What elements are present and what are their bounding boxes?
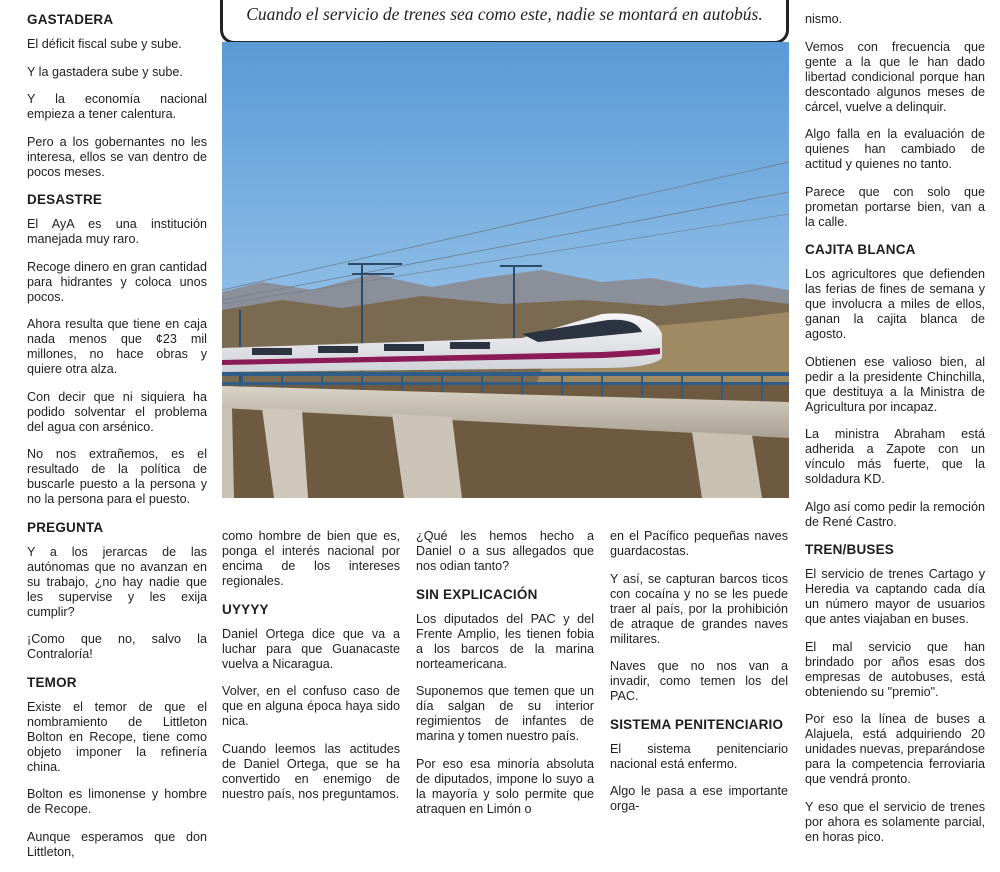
column-3 [416, 529, 594, 829]
paragraph: Ahora resulta que tiene en caja nada menos que ¢23 mil millones, no hace obras y quiere otra alza. [27, 317, 207, 376]
paragraph: Y la gastadera sube y sube. [27, 64, 183, 79]
paragraph: Con decir que ni siquiera ha podido solventar el problema del agua con arsénico. [27, 389, 207, 434]
paragraph: La ministra Abraham está adherida a Zapote con un vínculo más fuerte, que la soldadura KD. [805, 427, 985, 486]
section-heading-pregunta: PREGUNTA [27, 519, 104, 535]
paragraph: Volver, en el confuso caso de que en alguna época haya sido nica. [222, 684, 400, 728]
paragraph: Existe el temor de que el nombramiento de Littleton Bolton en Recope, tiene como objeto imponer la refinería china. [27, 699, 207, 774]
paragraph: El mal servicio que han brindado por años esas dos empresas de autobuses, está obteniendo su "premio". [805, 639, 985, 699]
paragraph: El déficit fiscal sube y sube. [27, 37, 182, 51]
paragraph: Recoge dinero en gran cantidad para hidrantes y coloca unos pocos. [27, 259, 207, 304]
paragraph: Vemos con frecuencia que gente a la que le han dado libertad condicional porque han descontado algunos meses de cárcel, vuelve a delinquir. [805, 39, 985, 114]
paragraph: Cuando leemos las actitudes de Daniel Ortega, que se ha convertido en enemigo de nuestro país, nos preguntamos. [222, 741, 400, 801]
paragraph: Parece que con solo que prometan portarse bien, van a la calle. [805, 184, 985, 229]
section-heading-temor: TEMOR [27, 674, 77, 690]
section-heading-desastre: DESASTRE [27, 192, 103, 207]
paragraph: El AyA es una institución manejada muy raro. [27, 217, 207, 246]
paragraph: Por eso la línea de buses a Alajuela, está adquiriendo 20 unidades nuevas, preparándose para la competencia ferroviaria que vendrá pronto. [805, 712, 985, 786]
paragraph: Naves que no nos van a invadir, como temen los del PAC. [610, 659, 788, 703]
column-5 [805, 12, 985, 857]
paragraph: Por eso esa minoría absoluta de diputados, impone lo suyo a la mayoría y solo permite que atraquen en Limón o [416, 756, 594, 816]
paragraph: Obtienen ese valioso bien, al pedir a la presidente Chinchilla, que destituya a la Ministra de Agricultura por incapaz. [805, 354, 985, 414]
section-heading-cajita-blanca: CAJITA BLANCA [805, 242, 916, 257]
paragraph: Algo le pasa a ese importante orga- [610, 784, 788, 813]
paragraph: El servicio de trenes Cartago y Heredia va captando cada día un número mayor de usuarios que antes viajaban en buses. [805, 567, 985, 626]
photo-caption: Cuando el servicio de trenes sea como este, nadie se montará en autobús. [220, 0, 789, 44]
section-heading-sin-explicacion: SIN EXPLICACIÓN [416, 586, 538, 602]
paragraph: ¡Como que no, salvo la Contraloría! [27, 632, 207, 661]
paragraph: Y eso que el servicio de trenes por ahora es solamente parcial, en horas pico. [805, 799, 985, 844]
paragraph: Aunque esperamos que don Littleton, [27, 829, 207, 859]
paragraph: Algo así como pedir la remoción de René Castro. [805, 499, 985, 529]
paragraph: Los agricultores que defienden las ferias de fines de semana y que involucra a miles de ellos, ganan la cajita blanca de agosto. [805, 267, 985, 341]
column-2 [222, 529, 400, 814]
paragraph: ¿Qué les hemos hecho a Daniel o a sus allegados que nos odian tanto? [416, 529, 594, 573]
paragraph: Daniel Ortega dice que va a luchar para que Guanacaste vuelva a Nicaragua. [222, 626, 400, 671]
section-heading-gastadera: GASTADERA [27, 12, 114, 27]
section-heading-uyyyy: UYYYY [222, 601, 269, 617]
paragraph: El sistema penitenciario nacional está enfermo. [610, 741, 788, 771]
paragraph: Algo falla en la evaluación de quienes han cambiado de actitud y quienes no tanto. [805, 127, 985, 171]
column-1 [27, 12, 207, 872]
paragraph: Y la economía nacional empieza a tener calentura. [27, 92, 207, 121]
paragraph: Pero a los gobernantes no les interesa, ellos se van dentro de pocos meses. [27, 134, 207, 179]
paragraph: Bolton es limonense y hombre de Recope. [27, 787, 207, 816]
section-heading-sistema-penitenciario: SISTEMA PENITENCIARIO [610, 716, 784, 732]
column-4 [610, 529, 788, 827]
paragraph: nismo. [805, 12, 843, 26]
paragraph: Y a los jerarcas de las autónomas que no avanzan en su trabajo, ¿no hay nadie que les supervise y les exija cumplir? [27, 544, 207, 619]
paragraph: Suponemos que temen que un día salgan de su interior regimientos de infantes de marina y tomen nuestro país. [416, 684, 594, 743]
paragraph: en el Pacífico pequeñas naves guardacostas. [610, 529, 788, 558]
paragraph: como hombre de bien que es, ponga el interés nacional por encima de los intereses regionales. [222, 529, 400, 588]
paragraph: Y así, se capturan barcos ticos con cocaína y no se les puede traer al país, por la prohibición de atraque de grandes naves militares. [610, 571, 788, 646]
paragraph: Los diputados del PAC y del Frente Amplio, les tienen fobia a los barcos de la marina norteamericana. [416, 611, 594, 671]
paragraph: No nos extrañemos, es el resultado de la política de buscarle puesto a la persona y no la persona para el puesto. [27, 447, 207, 506]
train-photo [222, 42, 789, 498]
section-heading-tren-buses: TREN/BUSES [805, 542, 895, 557]
